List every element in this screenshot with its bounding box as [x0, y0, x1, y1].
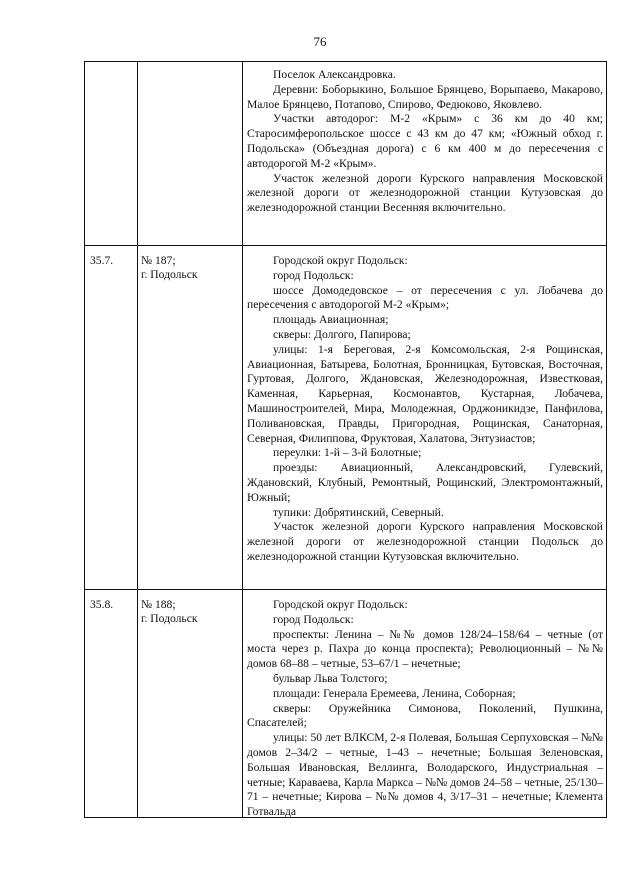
paragraph: проспекты: Ленина – №№ домов 128/24–158/64 – четные (от моста через р. Пахра до конца проспекта); Революционный – №№ домов 68–88 – четные, 53–67/1 – нечетные;	[247, 627, 603, 671]
district-table	[84, 61, 607, 818]
paragraph: скверы: Долгого, Папирова;	[273, 327, 411, 341]
paragraph: переулки: 1-й – 3-й Болотные;	[273, 446, 422, 460]
paragraph: шоссе Домодедовское – от пересечения с ул. Лобачева до пересечения с автодорогой М-2 «Крым»;	[247, 283, 603, 312]
paragraph: город Подольск:	[273, 268, 354, 282]
paragraph: улицы: 1-я Береговая, 2-я Комсомольская, 2-я Рощинская, Авиационная, Батырева, Болотная, Бронницкая, Бутовская, Восточная, Гуртовая, Долгого, Ждановская, Железнодорожная, Известковая, Каменная, Карьерная, Космонавтов, Кустарная, Лобачева, Машиностроителей, Мира, Молодежная, Орджоникидзе, Панфилова, Поливановская, Правды, Пригородная, Рощинская, Санаторная, Северная, Филиппова, Фруктовая, Халатова, Энтузиастов;	[247, 342, 603, 445]
paragraph: Городской округ Подольск:	[273, 254, 408, 267]
paragraph: Участок железной дороги Курского направления Московской железной дороги от железнодорожной станции Кутузовская до железнодорожной станции Весенняя включительно.	[247, 171, 603, 215]
paragraph: проезды: Авиационный, Александровский, Гулевский, Ждановский, Клубный, Ремонтный, Рощинский, Электромонтажный, Южный;	[247, 461, 603, 504]
paragraph: бульвар Льва Толстого;	[273, 671, 388, 685]
district-cell	[141, 598, 239, 626]
district-city: г. Подольск	[141, 612, 198, 625]
paragraph: улицы: 50 лет ВЛКСМ, 2-я Полевая, Большая Серпуховская – №№ домов 2–34/2 – четные, 1–43 – нечетные; Большая Зеленовская, Большая Ивановская, Веллинга, Володарского, Индустриальная – четные; Караваева, Карла Маркса – №№ домов 24–58 – четные, 25/130–71 – нечетные; Кирова – №№ домов 4, 3/17–31 – нечетные; Клемента Готвальда	[247, 731, 603, 819]
paragraph: Деревни: Боборыкино, Большое Брянцево, Ворыпаево, Макарово, Малое Брянцево, Потапово, Спирово, Федюково, Яковлево.	[247, 82, 603, 111]
row-number: 35.7.	[90, 254, 114, 267]
paragraph: Городской округ Подольск:	[273, 598, 408, 611]
paragraph: скверы: Оружейника Симонова, Поколений, Пушкина, Спасателей;	[247, 701, 603, 730]
district-cell	[141, 254, 239, 282]
paragraph: Участки автодорог: М-2 «Крым» с 36 км до 40 км; Старосимферопольское шоссе с 43 км до 47 км; «Южный обход г. Подольска» (Объездная дорога) с 6 км 400 м до пересечения с автодорогой М-2 «Крым».	[247, 112, 603, 170]
district-number: № 188;	[141, 598, 176, 611]
page-number: 76	[313, 34, 327, 49]
territory-description	[247, 68, 603, 216]
district-city: г. Подольск	[141, 268, 198, 281]
table-row	[85, 246, 606, 589]
paragraph: площади: Генерала Еремеева, Ленина, Соборная;	[273, 686, 516, 700]
paragraph: тупики: Добрятинский, Северный.	[273, 505, 444, 519]
territory-description	[247, 254, 603, 565]
paragraph: Участок железной дороги Курского направления Московской железной дороги от железнодорожной станции Подольск до железнодорожной станции Кутузовская включительно.	[247, 520, 603, 563]
paragraph: площадь Авиационная;	[273, 313, 389, 327]
paragraph: Поселок Александровка.	[273, 68, 396, 81]
row-number: 35.8.	[90, 598, 114, 611]
territory-description	[247, 598, 603, 820]
district-number: № 187;	[141, 254, 176, 267]
table-row	[85, 590, 606, 819]
paragraph: город Подольск:	[273, 612, 354, 626]
table-row	[85, 62, 606, 245]
